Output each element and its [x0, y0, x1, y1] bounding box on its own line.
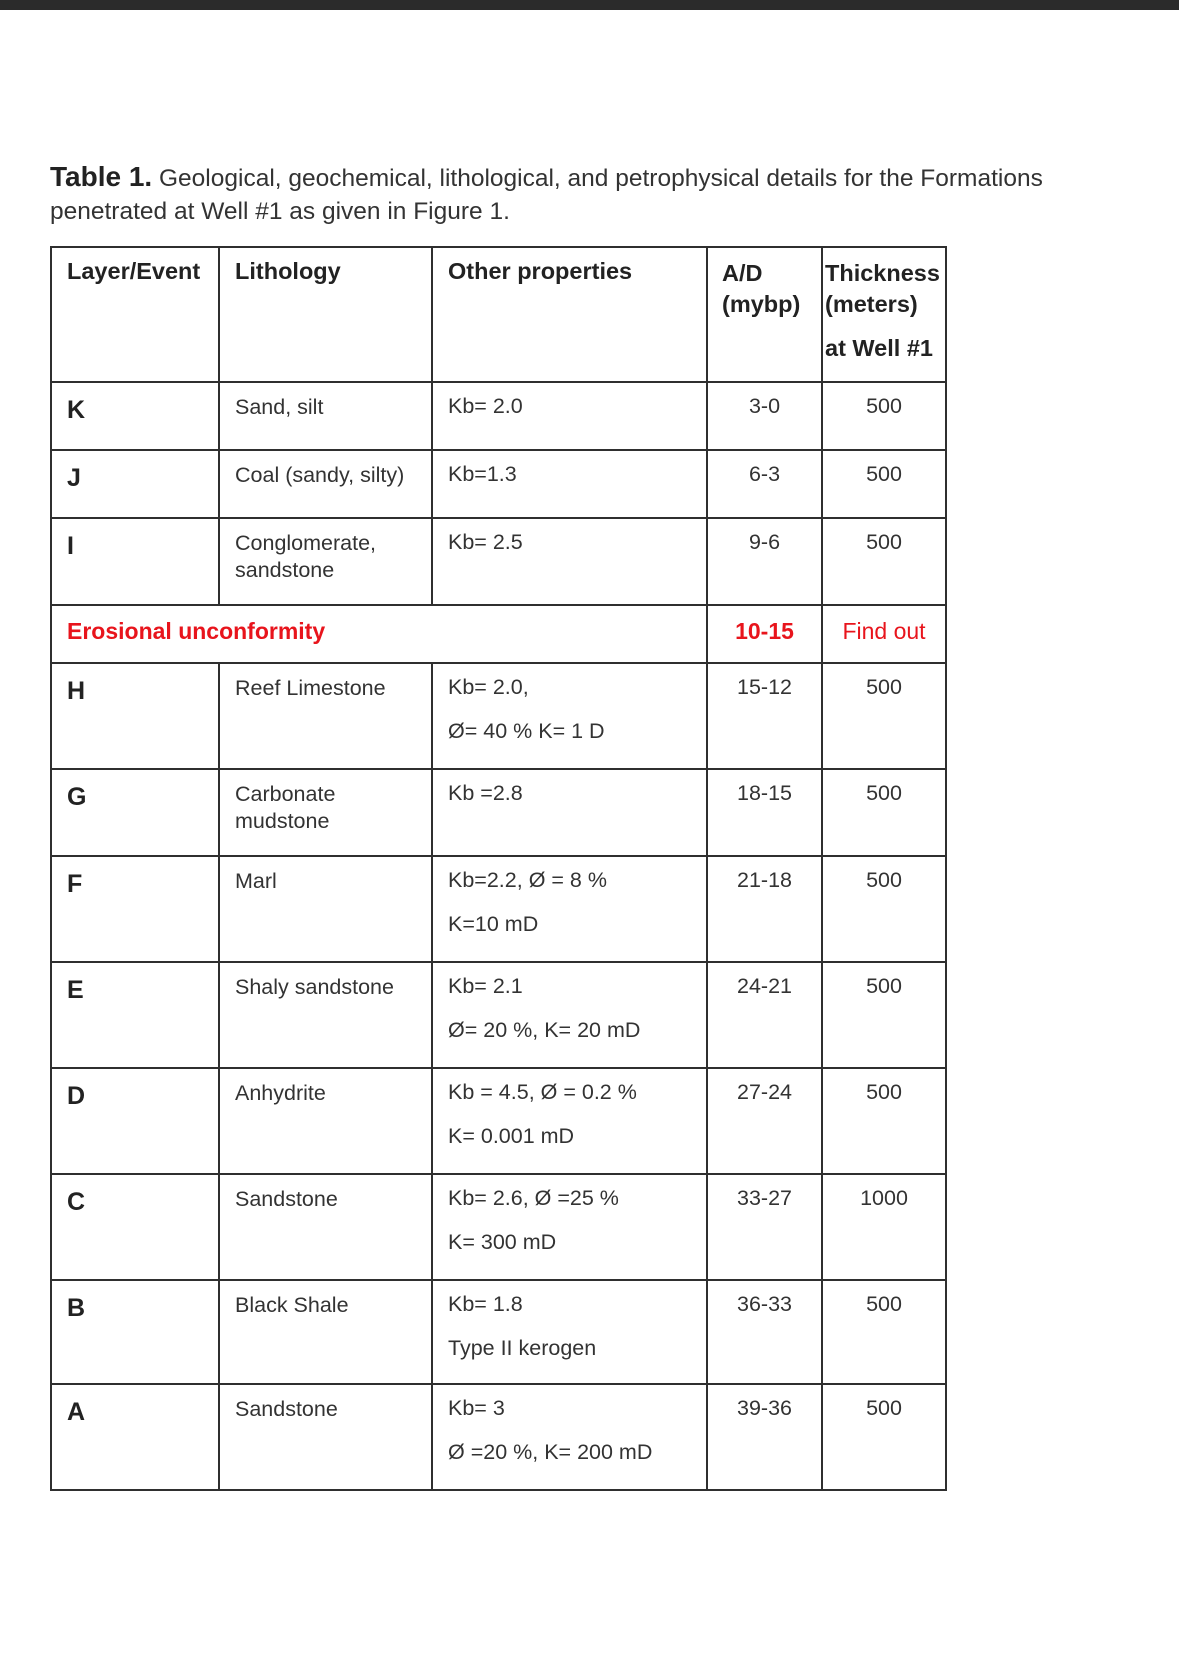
table-row: [51, 1280, 946, 1384]
unconformity-label: Erosional unconformity: [51, 605, 432, 663]
thickness-cell: 500: [822, 663, 946, 769]
layer-cell: J: [51, 450, 219, 518]
layer-cell: B: [51, 1280, 219, 1384]
property-line-1: Kb=1.3: [448, 462, 517, 486]
table-row: [51, 1174, 946, 1280]
age-cell: 33-27: [707, 1174, 822, 1280]
properties-cell: [432, 382, 707, 450]
age-cell: 24-21: [707, 962, 822, 1068]
property-line-2: K=10 mD: [448, 912, 539, 936]
lithology-cell: Sandstone: [219, 1384, 432, 1490]
property-line-1: Kb = 4.5, Ø = 0.2 %: [448, 1080, 637, 1104]
header-layer: Layer/Event: [51, 247, 219, 382]
property-line-2: Type II kerogen: [448, 1336, 597, 1360]
property-line-1: Kb= 2.5: [448, 530, 523, 554]
table-row: [51, 962, 946, 1068]
layer-cell: F: [51, 856, 219, 962]
lower-rows: [51, 663, 946, 1490]
layer-cell: G: [51, 769, 219, 856]
property-line-1: Kb =2.8: [448, 781, 523, 805]
header-properties: Other properties: [432, 247, 707, 382]
properties-cell: [432, 450, 707, 518]
unconformity-empty: [432, 605, 707, 663]
thickness-cell: 500: [822, 450, 946, 518]
thickness-cell: 500: [822, 1280, 946, 1384]
header-thickness-sub: at Well #1: [825, 335, 933, 361]
layer-cell: D: [51, 1068, 219, 1174]
age-cell: 39-36: [707, 1384, 822, 1490]
thickness-cell: 500: [822, 518, 946, 605]
header-age: A/D (mybp): [707, 247, 822, 382]
layer-cell: E: [51, 962, 219, 1068]
lithology-cell: Sandstone: [219, 1174, 432, 1280]
properties-cell: [432, 1280, 707, 1384]
unconformity-thickness: Find out: [822, 605, 946, 663]
property-line-1: Kb= 3: [448, 1396, 505, 1420]
layer-cell: I: [51, 518, 219, 605]
lithology-cell: Sand, silt: [219, 382, 432, 450]
lithology-cell: Reef Limestone: [219, 663, 432, 769]
property-line-2: Ø= 20 %, K= 20 mD: [448, 1018, 641, 1042]
lithology-cell: Black Shale: [219, 1280, 432, 1384]
formations-table: [50, 246, 947, 1491]
unconformity-age: 10-15: [707, 605, 822, 663]
property-line-2: K= 300 mD: [448, 1230, 557, 1254]
property-line-1: Kb= 2.0: [448, 394, 523, 418]
table-row: [51, 450, 946, 518]
table-row: [51, 1068, 946, 1174]
thickness-cell: 500: [822, 1068, 946, 1174]
thickness-cell: 500: [822, 962, 946, 1068]
property-line-2: K= 0.001 mD: [448, 1124, 575, 1148]
table-row: [51, 663, 946, 769]
table-caption: [50, 160, 1050, 228]
age-cell: 9-6: [707, 518, 822, 605]
layer-cell: C: [51, 1174, 219, 1280]
properties-cell: [432, 962, 707, 1068]
caption-text: Geological, geochemical, lithological, and petrophysical details for the Formations penetrated at Well #1 as given in Figure 1.: [50, 165, 1043, 225]
thickness-cell: 500: [822, 382, 946, 450]
property-line-1: Kb=2.2, Ø = 8 %: [448, 868, 607, 892]
properties-cell: [432, 1068, 707, 1174]
age-cell: 6-3: [707, 450, 822, 518]
property-line-2: Ø= 40 % K= 1 D: [448, 719, 605, 743]
header-thickness-label: Thickness (meters): [825, 260, 940, 317]
lithology-cell: Marl: [219, 856, 432, 962]
properties-cell: [432, 518, 707, 605]
unconformity-row: [51, 605, 946, 663]
age-cell: 18-15: [707, 769, 822, 856]
header-lithology: Lithology: [219, 247, 432, 382]
thickness-cell: 500: [822, 856, 946, 962]
table-row: [51, 769, 946, 856]
properties-cell: [432, 1174, 707, 1280]
table-row: [51, 518, 946, 605]
lithology-cell: Anhydrite: [219, 1068, 432, 1174]
table-row: [51, 856, 946, 962]
thickness-cell: 500: [822, 1384, 946, 1490]
upper-rows: [51, 382, 946, 605]
age-cell: 27-24: [707, 1068, 822, 1174]
lithology-cell: Conglomerate, sandstone: [219, 518, 432, 605]
properties-cell: [432, 663, 707, 769]
table-row: [51, 382, 946, 450]
properties-cell: [432, 1384, 707, 1490]
header-row: [51, 247, 946, 382]
property-line-1: Kb= 2.0,: [448, 675, 529, 699]
lithology-cell: Shaly sandstone: [219, 962, 432, 1068]
lithology-cell: Coal (sandy, silty): [219, 450, 432, 518]
thickness-cell: 1000: [822, 1174, 946, 1280]
table-row: [51, 1384, 946, 1490]
header-thickness: [822, 247, 946, 382]
properties-cell: [432, 856, 707, 962]
age-cell: 36-33: [707, 1280, 822, 1384]
caption-lead: Table 1.: [50, 161, 153, 192]
thickness-cell: 500: [822, 769, 946, 856]
age-cell: 3-0: [707, 382, 822, 450]
age-cell: 15-12: [707, 663, 822, 769]
layer-cell: A: [51, 1384, 219, 1490]
unconformity-section: [51, 605, 946, 663]
property-line-1: Kb= 2.6, Ø =25 %: [448, 1186, 619, 1210]
properties-cell: [432, 769, 707, 856]
property-line-1: Kb= 2.1: [448, 974, 523, 998]
property-line-1: Kb= 1.8: [448, 1292, 523, 1316]
lithology-cell: Carbonate mudstone: [219, 769, 432, 856]
top-bar: [0, 0, 1179, 10]
property-line-2: Ø =20 %, K= 200 mD: [448, 1440, 653, 1464]
layer-cell: H: [51, 663, 219, 769]
age-cell: 21-18: [707, 856, 822, 962]
layer-cell: K: [51, 382, 219, 450]
